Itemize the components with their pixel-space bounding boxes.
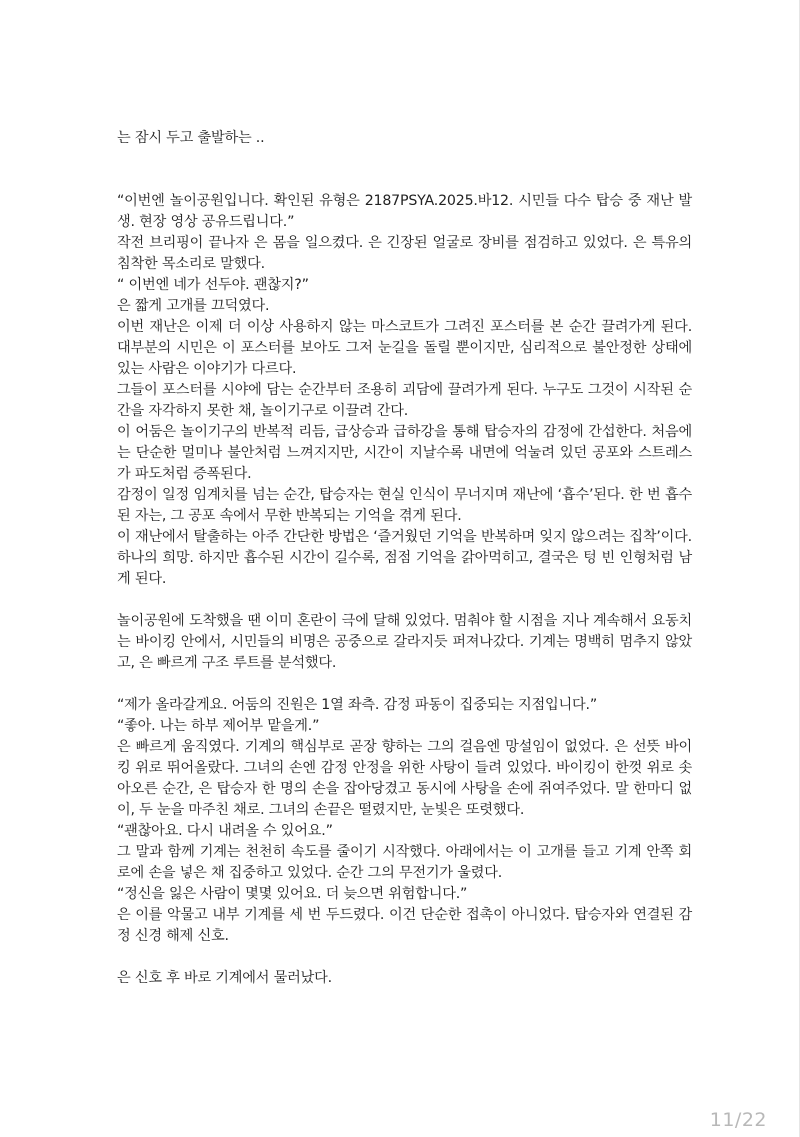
paragraph-gap — [117, 590, 692, 611]
paragraph: 이 재난에서 탈출하는 아주 간단한 방법은 ‘즐거웠던 기억을 반복하며 잊지 않으려는 집착’이다. 하나의 희망. 하지만 흡수된 시간이 길수록, 점점 기억을 갉아먹히고, 결국은 텅 빈 인형처럼 남게 된다. — [117, 529, 692, 587]
paragraph: “정신을 잃은 사람이 몇몇 있어요. 더 늦으면 위험합니다.” — [117, 886, 468, 902]
paragraph: “ 이번엔 네가 선두야. 괜찮지?” — [117, 277, 309, 293]
paragraph: 은 이를 악물고 내부 기계를 세 번 두드렸다. 이건 단순한 접촉이 아니었다. 탑승자와 연결된 감정 신경 해제 신호. — [117, 907, 692, 944]
paragraph: 작전 브리핑이 끝나자 은 몸을 일으켰다. 은 긴장된 얼굴로 장비를 점검하고 있었다. 은 특유의 침착한 목소리로 말했다. — [117, 235, 692, 272]
paragraph: “괜찮아요. 다시 내려올 수 있어요.” — [117, 823, 333, 839]
paragraph: 은 신호 후 바로 기계에서 물러났다. — [117, 970, 332, 986]
page-number: 11/22 — [709, 1109, 767, 1131]
paragraph: “제가 올라갈게요. 어둠의 진원은 1열 좌측. 감정 파동이 집중되는 지점입니다.” — [117, 697, 598, 713]
paragraph: “좋아. 나는 하부 제어부 맡을게.” — [117, 718, 320, 734]
paragraph: 감정이 일정 임계치를 넘는 순간, 탑승자는 현실 인식이 무너지며 재난에 ‘흡수’된다. 한 번 흡수된 자는, 그 공포 속에서 무한 반복되는 기억을 겪게 된다. — [117, 487, 692, 524]
paragraph: “이번엔 놀이공원입니다. 확인된 유형은 2187PSYA.2025.바12. 시민들 다수 탑승 중 재난 발생. 현장 영상 공유드립니다.” — [117, 193, 692, 230]
paragraph-gap — [117, 149, 692, 191]
paragraph: 은 짧게 고개를 끄덕였다. — [117, 298, 270, 314]
paragraph: 그 말과 함께 기계는 천천히 속도를 줄이기 시작했다. 아래에서는 이 고개를 들고 기계 안쪽 회로에 손을 넣은 채 집중하고 있었다. 순간 그의 무전기가 울렸다. — [117, 844, 692, 881]
paragraph: 는 잠시 두고 출발하는 .. — [117, 130, 265, 146]
paragraph-gap — [117, 674, 692, 695]
paragraph: 이번 재난은 이제 더 이상 사용하지 않는 마스코트가 그려진 포스터를 본 순간 끌려가게 된다. 대부분의 시민은 이 포스터를 보아도 그저 눈길을 돌릴 뿐이지만, 심리적으로 불안정한 상태에 있는 사람은 이야기가 다르다. — [117, 319, 692, 377]
paragraph: 이 어둠은 놀이기구의 반복적 리듬, 급상승과 급하강을 통해 탑승자의 감정에 간섭한다. 처음에는 단순한 멀미나 불안처럼 느껴지지만, 시간이 지날수록 내면에 억눌려 있던 공포와 스트레스가 파도처럼 증폭된다. — [117, 424, 692, 482]
body-text — [117, 128, 692, 989]
paragraph: 그들이 포스터를 시야에 담는 순간부터 조용히 괴담에 끌려가게 된다. 누구도 그것이 시작된 순간을 자각하지 못한 채, 놀이기구로 이끌려 간다. — [117, 382, 692, 419]
paragraph-gap — [117, 947, 692, 968]
paragraph: 놀이공원에 도착했을 땐 이미 혼란이 극에 달해 있었다. 멈춰야 할 시점을 지나 계속해서 요동치는 바이킹 안에서, 시민들의 비명은 공중으로 갈라지듯 퍼져나갔다. 기계는 명백히 멈추지 않았고, 은 빠르게 구조 루트를 분석했다. — [117, 613, 692, 671]
paragraph: 은 빠르게 움직였다. 기계의 핵심부로 곧장 향하는 그의 걸음엔 망설임이 없었다. 은 선뜻 바이킹 위로 뛰어올랐다. 그녀의 손엔 감정 안정을 위한 사탕이 들려 있었다. 바이킹이 한껏 위로 솟아오른 순간, 은 탑승자 한 명의 손을 잡아당겼고 동시에 사탕을 손에 쥐여주었다. 말 한마디 없이, 두 눈을 마주친 채로. 그녀의 손끝은 떨렸지만, 눈빛은 또렷했다. — [117, 739, 692, 818]
